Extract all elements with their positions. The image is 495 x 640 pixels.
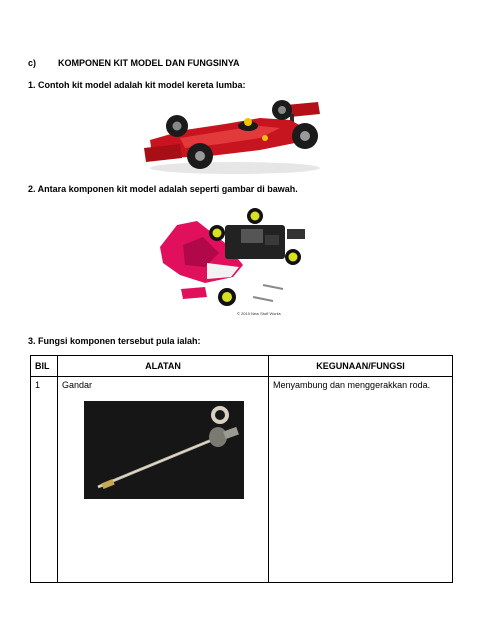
kit-components-image — [155, 205, 315, 320]
header-bil: BIL — [31, 356, 58, 377]
question-2: 2. Antara komponen kit model adalah seperti gambar di bawah. — [28, 184, 298, 194]
question-1: 1. Contoh kit model adalah kit model kereta lumba: — [28, 80, 246, 90]
section-marker: c) — [28, 58, 37, 68]
section-title: KOMPONEN KIT MODEL DAN FUNGSINYA — [58, 58, 240, 68]
kit-caption: © 2010 New Stuff Works — [237, 311, 281, 316]
cell-fungsi: Menyambung dan menggerakkan roda. — [269, 377, 453, 583]
table-header-row — [31, 356, 453, 377]
axle-rod-image — [84, 401, 244, 499]
alatan-name: Gandar — [62, 380, 93, 390]
race-car-image — [140, 98, 325, 176]
header-fungsi: KEGUNAAN/FUNGSI — [269, 356, 453, 377]
cell-bil: 1 — [31, 377, 58, 583]
header-alatan: ALATAN — [58, 356, 269, 377]
question-3: 3. Fungsi komponen tersebut pula ialah: — [28, 336, 201, 346]
